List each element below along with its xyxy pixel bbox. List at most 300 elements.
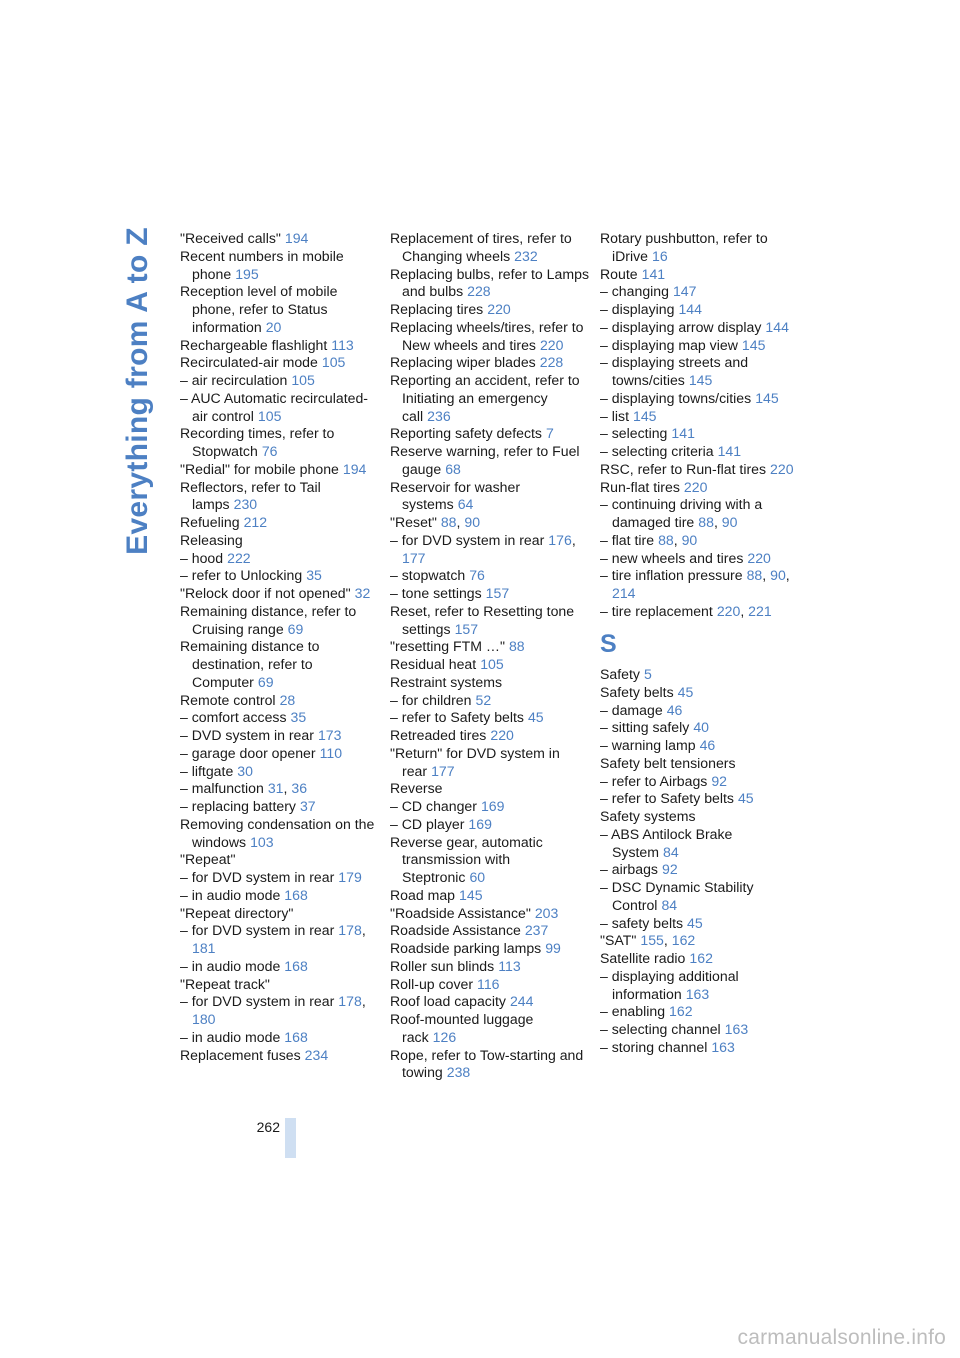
page-refs xyxy=(250,834,274,850)
index-term: Recording times, refer to Stopwatch xyxy=(180,425,335,459)
index-entry xyxy=(390,940,590,958)
index-term: Reset, refer to Resetting tone settings xyxy=(390,602,575,637)
index-entry xyxy=(600,666,800,684)
index-term: Rotary pushbutton, refer to iDrive xyxy=(600,230,768,264)
index-entry xyxy=(600,532,800,550)
page-link[interactable]: 113 xyxy=(331,336,354,353)
page-link[interactable]: 64 xyxy=(457,496,474,513)
page-link[interactable]: 32 xyxy=(354,585,371,601)
page-link[interactable]: 105 xyxy=(480,656,504,672)
index-entry xyxy=(600,719,800,737)
page-refs xyxy=(355,585,371,601)
page-refs xyxy=(284,1029,308,1045)
page-link[interactable]: 214 xyxy=(612,585,636,601)
page-refs xyxy=(468,816,492,832)
page-link[interactable]: 45 xyxy=(737,790,754,807)
index-term: – tire replacement xyxy=(600,602,713,619)
page-link[interactable]: 173 xyxy=(317,727,342,743)
index-entry xyxy=(180,425,380,461)
page-link[interactable]: 36 xyxy=(291,780,308,797)
page-refs xyxy=(711,1039,735,1055)
index-entry xyxy=(390,603,590,639)
page-link[interactable]: 88 xyxy=(658,531,674,548)
index-entry xyxy=(180,922,380,958)
index-term: – sitting safely xyxy=(600,719,690,736)
section-title xyxy=(118,226,158,556)
page-link[interactable]: 103 xyxy=(250,833,274,850)
index-term: – refer to Airbags xyxy=(600,772,708,789)
index-entry xyxy=(390,834,590,887)
page-refs xyxy=(689,950,713,966)
index-entry xyxy=(390,567,590,585)
index-entry xyxy=(600,826,800,862)
index-term: Reception level of mobile phone, refer to Status information xyxy=(180,283,338,335)
index-entry xyxy=(600,702,800,720)
page-link[interactable]: 88 xyxy=(698,514,714,530)
index-term: – for DVD system in rear xyxy=(180,993,335,1010)
index-term: Reporting safety defects xyxy=(390,425,542,442)
page-refs xyxy=(284,887,308,903)
page-refs xyxy=(305,1047,329,1063)
page-link[interactable]: 35 xyxy=(306,567,322,584)
index-entry xyxy=(180,905,380,923)
page-refs xyxy=(545,940,561,956)
index-term: Reserve warning, refer to Fuel gauge xyxy=(390,443,580,477)
index-term: – tone settings xyxy=(390,585,482,601)
page-refs xyxy=(633,408,657,424)
page-refs xyxy=(285,230,309,246)
page-link[interactable]: 141 xyxy=(671,425,695,442)
page-link[interactable]: 113 xyxy=(498,957,521,974)
page-refs xyxy=(725,1021,749,1037)
page-link[interactable]: 84 xyxy=(663,843,679,860)
index-term: Reporting an accident, refer to Initiating an emergency call xyxy=(390,372,580,424)
page-refs: 220, 221 xyxy=(716,602,772,619)
index-entry xyxy=(390,585,590,603)
index-term: – in audio mode xyxy=(180,886,281,903)
index-term: "Received calls" xyxy=(180,230,281,246)
index-entry xyxy=(180,230,380,248)
page-refs xyxy=(546,425,554,441)
page-link[interactable]: 145 xyxy=(741,336,766,353)
page-link[interactable]: 145 xyxy=(459,886,483,903)
page-link[interactable]: 90 xyxy=(721,514,738,530)
page-refs: 88, 90 xyxy=(698,514,738,530)
page-refs xyxy=(235,266,259,282)
page-refs xyxy=(284,958,308,974)
page-refs xyxy=(244,514,268,530)
section-title-text: Everything from A to Z xyxy=(121,227,154,555)
index-term: – selecting xyxy=(600,425,668,442)
page-link[interactable]: 30 xyxy=(237,762,253,779)
page-link[interactable]: 169 xyxy=(468,815,492,832)
index-entry xyxy=(390,656,590,674)
page-link[interactable]: 157 xyxy=(454,620,479,637)
page-link[interactable]: 69 xyxy=(287,620,304,637)
page-link[interactable]: 20 xyxy=(265,318,282,335)
index-entry xyxy=(180,887,380,905)
page-link[interactable]: 203 xyxy=(534,904,559,921)
page-link[interactable]: 179 xyxy=(338,869,362,885)
index-entry xyxy=(600,390,800,408)
index-entry xyxy=(600,266,800,284)
page-link[interactable]: 220 xyxy=(747,549,771,566)
index-entry xyxy=(600,1021,800,1039)
index-entry xyxy=(180,958,380,976)
index-term: "Redial" for mobile phone xyxy=(180,460,339,477)
page-link[interactable]: 45 xyxy=(527,709,544,726)
page-link[interactable]: 31 xyxy=(267,780,284,797)
index-term: – displaying arrow display xyxy=(600,318,762,335)
page-refs xyxy=(755,390,779,406)
page-refs xyxy=(509,638,525,654)
index-entry xyxy=(390,354,590,372)
index-term: – displaying xyxy=(600,301,675,317)
page-refs xyxy=(738,790,754,806)
page-link[interactable]: 155 xyxy=(640,932,664,949)
index-entry xyxy=(600,408,800,426)
index-term: "resetting FTM …" xyxy=(390,638,505,655)
page-link[interactable]: 220 xyxy=(770,460,794,477)
page-link[interactable]: 116 xyxy=(477,975,500,992)
index-term: – list xyxy=(600,407,629,424)
page-link[interactable]: 236 xyxy=(427,407,451,424)
page-link[interactable]: 228 xyxy=(467,283,491,300)
page-link[interactable]: 237 xyxy=(524,922,549,939)
page-link[interactable]: 90 xyxy=(464,514,481,530)
page-link[interactable]: 168 xyxy=(284,957,308,974)
page-refs xyxy=(320,745,342,761)
index-entry xyxy=(180,532,380,550)
index-term: – DVD system in rear xyxy=(180,727,314,743)
page-link[interactable]: 144 xyxy=(765,318,789,335)
page-refs xyxy=(475,692,491,708)
page-link[interactable]: 168 xyxy=(284,886,308,903)
index-entry xyxy=(600,230,800,266)
page-refs xyxy=(234,496,258,512)
index-term: "Repeat track" xyxy=(180,975,270,992)
page-link[interactable]: 105 xyxy=(257,407,282,424)
page-refs xyxy=(291,709,307,725)
index-column-2 xyxy=(390,230,590,1082)
page-link[interactable]: 88 xyxy=(440,514,457,530)
page-link[interactable]: 234 xyxy=(304,1046,329,1063)
page-link[interactable]: 69 xyxy=(257,673,274,690)
index-term: – hood xyxy=(180,549,224,566)
page-link[interactable]: 88 xyxy=(508,638,525,655)
page-refs xyxy=(765,319,789,335)
page-link[interactable]: 40 xyxy=(693,719,709,736)
index-term: Retreaded tires xyxy=(390,727,487,743)
page-refs xyxy=(678,301,702,317)
index-entry xyxy=(390,958,590,976)
page-link[interactable]: 230 xyxy=(233,496,258,513)
page-link[interactable]: 99 xyxy=(545,940,561,956)
index-entry xyxy=(600,319,800,337)
page-link[interactable]: 220 xyxy=(487,301,511,317)
index-term: Roller sun blinds xyxy=(390,957,495,974)
page-link[interactable]: 52 xyxy=(475,691,492,708)
index-entry xyxy=(390,1047,590,1083)
page-refs xyxy=(540,337,564,353)
index-entry xyxy=(180,993,380,1029)
page-refs xyxy=(652,248,668,264)
page-link[interactable]: 221 xyxy=(748,602,772,619)
page-link[interactable]: 68 xyxy=(445,460,461,477)
page-refs: 88, 90 xyxy=(658,531,698,548)
index-entry xyxy=(390,745,590,781)
page-link[interactable]: 145 xyxy=(688,372,713,388)
index-entry xyxy=(390,425,590,443)
index-term: Replacement fuses xyxy=(180,1046,301,1063)
page-link[interactable]: 238 xyxy=(446,1064,471,1081)
page-refs xyxy=(481,798,505,814)
page-link[interactable]: 141 xyxy=(717,443,742,459)
index-entry xyxy=(600,337,800,355)
index-column-1 xyxy=(180,230,380,1064)
page-refs xyxy=(661,897,677,913)
page-refs: 155, 162 xyxy=(640,932,696,949)
index-term: Remote control xyxy=(180,691,276,708)
page-refs xyxy=(459,887,483,903)
index-term: – airbags xyxy=(600,861,658,878)
page-link[interactable]: 126 xyxy=(432,1028,457,1045)
index-column-3 xyxy=(600,230,800,1057)
index-entry xyxy=(600,861,800,879)
page-link[interactable]: 145 xyxy=(755,389,779,406)
index-term: – stopwatch xyxy=(390,567,466,584)
page-link[interactable]: 181 xyxy=(192,940,216,956)
page-refs xyxy=(262,443,278,459)
page-link[interactable]: 232 xyxy=(514,247,538,264)
page-link[interactable]: 163 xyxy=(724,1021,749,1037)
index-entry xyxy=(180,851,380,869)
index-entry xyxy=(600,603,800,621)
index-entry xyxy=(390,674,590,692)
page-link[interactable]: 88 xyxy=(746,567,763,584)
page-link[interactable]: 178 xyxy=(338,922,362,939)
page-refs xyxy=(673,283,697,299)
page-refs xyxy=(663,844,679,860)
page-refs xyxy=(447,1064,471,1080)
page-refs xyxy=(331,337,353,353)
index-entry xyxy=(180,816,380,852)
index-entry xyxy=(390,372,590,425)
page-refs xyxy=(469,567,485,583)
index-entry xyxy=(180,692,380,710)
index-term: "Roadside Assistance" xyxy=(390,904,531,921)
page-refs xyxy=(747,550,771,566)
page-link[interactable]: 90 xyxy=(770,567,786,584)
page-link[interactable]: 45 xyxy=(687,914,703,931)
page-refs xyxy=(487,301,511,317)
index-term: Removing condensation on the windows xyxy=(180,815,375,850)
index-entry xyxy=(390,922,590,940)
page-link[interactable]: 220 xyxy=(539,336,564,353)
page-link[interactable]: 157 xyxy=(485,585,510,601)
page-link[interactable]: 195 xyxy=(235,265,259,282)
index-entry xyxy=(180,603,380,639)
page-refs xyxy=(642,266,666,282)
page-link[interactable]: 212 xyxy=(243,514,268,530)
index-entry xyxy=(600,496,800,532)
index-term: – refer to Safety belts xyxy=(390,709,524,726)
index-entry xyxy=(180,248,380,284)
page-link[interactable]: 110 xyxy=(319,744,343,761)
page-link[interactable]: 45 xyxy=(677,683,694,700)
page-link[interactable]: 162 xyxy=(671,932,696,949)
page-refs xyxy=(291,372,315,388)
page-refs xyxy=(318,727,342,743)
index-entry xyxy=(600,1039,800,1057)
page-link[interactable]: 220 xyxy=(490,727,514,743)
page-refs xyxy=(667,702,683,718)
page-refs xyxy=(514,248,538,264)
index-term: – malfunction xyxy=(180,780,264,797)
index-entry xyxy=(180,585,380,603)
index-term: – CD changer xyxy=(390,798,477,814)
page-link[interactable]: 92 xyxy=(711,772,728,789)
page-link[interactable]: 228 xyxy=(539,354,564,371)
index-entry xyxy=(600,968,800,1004)
page-link[interactable]: 37 xyxy=(299,798,316,814)
index-term: "Repeat directory" xyxy=(180,904,294,921)
page-refs xyxy=(770,461,794,477)
page-link[interactable]: 145 xyxy=(632,407,657,424)
index-entry xyxy=(180,514,380,532)
page-link[interactable]: 105 xyxy=(291,372,315,388)
page-link[interactable]: 244 xyxy=(509,993,534,1010)
page-link[interactable]: 46 xyxy=(699,737,716,753)
index-term: – comfort access xyxy=(180,709,287,726)
page-link[interactable]: 178 xyxy=(338,993,362,1010)
page-link[interactable]: 163 xyxy=(685,985,710,1002)
page-link[interactable]: 180 xyxy=(192,1011,216,1027)
page-refs xyxy=(288,621,304,637)
page-refs xyxy=(467,283,491,299)
index-term: – DSC Dynamic Stability Control xyxy=(600,879,754,913)
page-link[interactable]: 194 xyxy=(342,460,367,477)
index-entry xyxy=(390,638,590,656)
page-link[interactable]: 168 xyxy=(284,1028,308,1045)
index-term: RSC, refer to Run-flat tires xyxy=(600,460,767,477)
page-refs xyxy=(671,425,695,441)
page-link[interactable]: 92 xyxy=(661,861,678,878)
index-entry xyxy=(390,301,590,319)
page-link[interactable]: 16 xyxy=(652,247,668,264)
page-refs xyxy=(686,986,710,1002)
index-term: Roof load capacity xyxy=(390,993,506,1010)
page-link[interactable]: 177 xyxy=(402,549,426,566)
page-link[interactable]: 60 xyxy=(469,869,486,885)
index-entry xyxy=(180,709,380,727)
index-entry xyxy=(390,514,590,532)
index-term: Rechargeable flashlight xyxy=(180,336,328,353)
index-term: Roadside parking lamps xyxy=(390,940,542,956)
index-entry xyxy=(180,372,380,390)
page-link[interactable]: 141 xyxy=(641,265,666,282)
page-link[interactable]: 163 xyxy=(711,1038,735,1055)
index-entry xyxy=(180,798,380,816)
index-entry xyxy=(600,915,800,933)
page-refs xyxy=(684,479,708,495)
index-term: – new wheels and tires xyxy=(600,549,744,566)
index-term: "Repeat" xyxy=(180,851,236,868)
index-term: – flat tire xyxy=(600,531,655,548)
page-link[interactable]: 5 xyxy=(643,666,652,682)
index-term: Satellite radio xyxy=(600,950,686,966)
page-link[interactable]: 105 xyxy=(321,354,346,371)
index-term: Route xyxy=(600,265,638,282)
index-entry xyxy=(180,390,380,426)
page-link[interactable]: 84 xyxy=(661,896,678,913)
index-term: Remaining distance, refer to Cruising range xyxy=(180,602,357,637)
page-link[interactable]: 28 xyxy=(279,691,296,708)
index-entry xyxy=(600,301,800,319)
page-link[interactable]: 176 xyxy=(548,531,572,548)
page-refs xyxy=(693,719,709,735)
page-link[interactable]: 162 xyxy=(689,950,713,966)
page-refs xyxy=(742,337,766,353)
page-refs xyxy=(669,1003,693,1019)
page-link[interactable]: 35 xyxy=(290,709,307,726)
index-term: Roll-up cover xyxy=(390,975,474,992)
index-term: Releasing xyxy=(180,531,243,548)
page-link[interactable]: 162 xyxy=(669,1003,693,1020)
index-term: – AUC Automatic recirculated-air control xyxy=(180,389,368,424)
index-entry xyxy=(600,283,800,301)
index-term: – ABS Antilock Brake System xyxy=(600,825,733,860)
index-term: – storing channel xyxy=(600,1038,708,1055)
index-term: – displaying streets and towns/cities xyxy=(600,354,749,388)
page-link[interactable]: 76 xyxy=(469,567,485,584)
index-letter-heading: S xyxy=(600,629,617,658)
page-link[interactable]: 169 xyxy=(480,798,505,814)
index-entry xyxy=(600,790,800,808)
index-term: Refueling xyxy=(180,514,240,530)
index-term: Recent numbers in mobile phone xyxy=(180,247,344,282)
page-refs xyxy=(458,496,474,512)
index-entry xyxy=(180,976,380,994)
page-refs xyxy=(280,692,296,708)
page-link[interactable]: 144 xyxy=(678,301,702,317)
index-term: Run-flat tires xyxy=(600,478,680,495)
page-link[interactable]: 220 xyxy=(716,602,741,619)
index-entry xyxy=(180,567,380,585)
page-link[interactable]: 220 xyxy=(683,478,708,495)
index-entry xyxy=(390,230,590,266)
page-link[interactable]: 194 xyxy=(284,230,309,246)
index-entry xyxy=(390,692,590,710)
page-link[interactable]: 76 xyxy=(261,443,278,459)
page-link[interactable]: 90 xyxy=(681,531,698,548)
page-refs xyxy=(711,773,727,789)
page-link[interactable]: 177 xyxy=(431,762,455,779)
index-entry xyxy=(390,532,590,568)
index-entry xyxy=(390,443,590,479)
page-link[interactable]: 7 xyxy=(545,425,554,442)
page-link[interactable]: 46 xyxy=(666,701,683,718)
page-link[interactable]: 147 xyxy=(672,283,697,300)
index-term: Roof-mounted luggage rack xyxy=(390,1011,534,1045)
index-entry xyxy=(600,773,800,791)
index-term: – continuing driving with a damaged tire xyxy=(600,496,763,530)
page-refs: 88, 90 xyxy=(440,514,481,530)
index-entry xyxy=(600,567,800,603)
page-refs xyxy=(237,763,253,779)
page-refs xyxy=(227,550,251,566)
page-link[interactable]: 222 xyxy=(227,549,251,566)
